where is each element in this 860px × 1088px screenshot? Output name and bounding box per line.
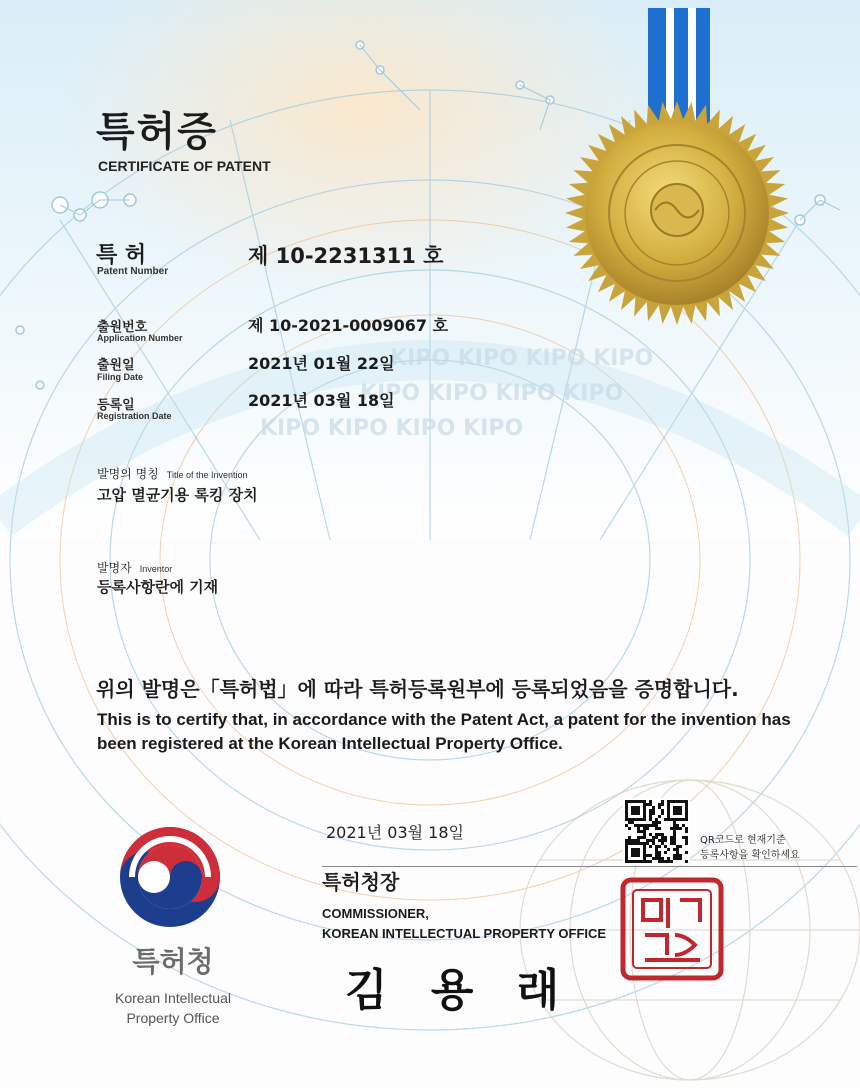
- patent-number: 제 10-2231311 호: [248, 244, 444, 268]
- patent-label: 특 허: [96, 243, 147, 268]
- commissioner-signature: 김 용 래: [345, 965, 574, 1016]
- registration-date: 2021년 03월 18일: [248, 391, 395, 410]
- certification-statement-ko: 위의 발명은「특허법」에 따라 특허등록원부에 등록되었음을 증명합니다.: [96, 677, 739, 701]
- commissioner-title-en-1: COMMISSIONER,: [322, 906, 429, 921]
- office-name-en-1: Korean Intellectual: [115, 990, 231, 1006]
- gold-seal: [565, 101, 789, 325]
- invention-label-row: [97, 463, 248, 482]
- qr-note: [700, 833, 800, 863]
- application-number-label-en: Application Number: [97, 333, 183, 343]
- application-number: 제 10-2021-0009067 호: [248, 316, 449, 335]
- office-name-en-2: Property Office: [126, 1010, 220, 1026]
- commissioner-title: 특허청장: [322, 870, 400, 894]
- application-number-label: 출원번호: [97, 320, 148, 335]
- inventor-label-row: [97, 557, 172, 576]
- office-name-ko: 특허청: [132, 945, 214, 978]
- filing-date-label-en: Filing Date: [97, 372, 144, 382]
- inventor-label: 발명자: [97, 561, 132, 575]
- registration-date-label-en: Registration Date: [97, 411, 172, 421]
- invention-title: 고압 멸균기용 록킹 장치: [97, 486, 258, 504]
- inventor-value: 등록사항란에 기재: [97, 578, 219, 596]
- office-name-en: [88, 988, 258, 1028]
- filing-date-label: 출원일: [97, 358, 135, 373]
- registration-date-label: 등록일: [97, 398, 135, 413]
- divider: [322, 866, 857, 867]
- qr-note-line2: 등록사항을 확인하세요: [700, 850, 800, 861]
- svg-text:KIPO KIPO KIPO KIPO: KIPO KIPO KIPO KIPO: [360, 381, 624, 406]
- issue-date: 2021년 03월 18일: [326, 823, 464, 842]
- svg-text:KIPO KIPO KIPO KIPO: KIPO KIPO KIPO KIPO: [260, 416, 524, 441]
- inventor-label-en: Inventor: [139, 564, 173, 574]
- watermark-text: KIPO KIPO KIPO KIPO: [390, 346, 654, 371]
- patent-label-en: Patent Number: [97, 266, 169, 277]
- commissioner-title-en-2: KOREAN INTELLECTUAL PROPERTY OFFICE: [322, 926, 607, 941]
- certification-statement-en: This is to certify that, in accordance with the Patent Act, a patent for the invention has been registered at the Korean Intellectual Property Office.: [97, 710, 791, 753]
- qr-code: [623, 798, 690, 865]
- kipo-logo: [120, 827, 220, 927]
- invention-label-en: Title of the Invention: [166, 470, 248, 480]
- invention-label: 발명의 명칭: [97, 467, 159, 481]
- certificate-title: 특허증: [96, 109, 218, 155]
- qr-note-line1: QR코드로 현재기준: [700, 835, 786, 846]
- certificate-title-en: CERTIFICATE OF PATENT: [98, 158, 271, 174]
- official-stamp: [623, 880, 721, 978]
- filing-date: 2021년 01월 22일: [248, 354, 395, 373]
